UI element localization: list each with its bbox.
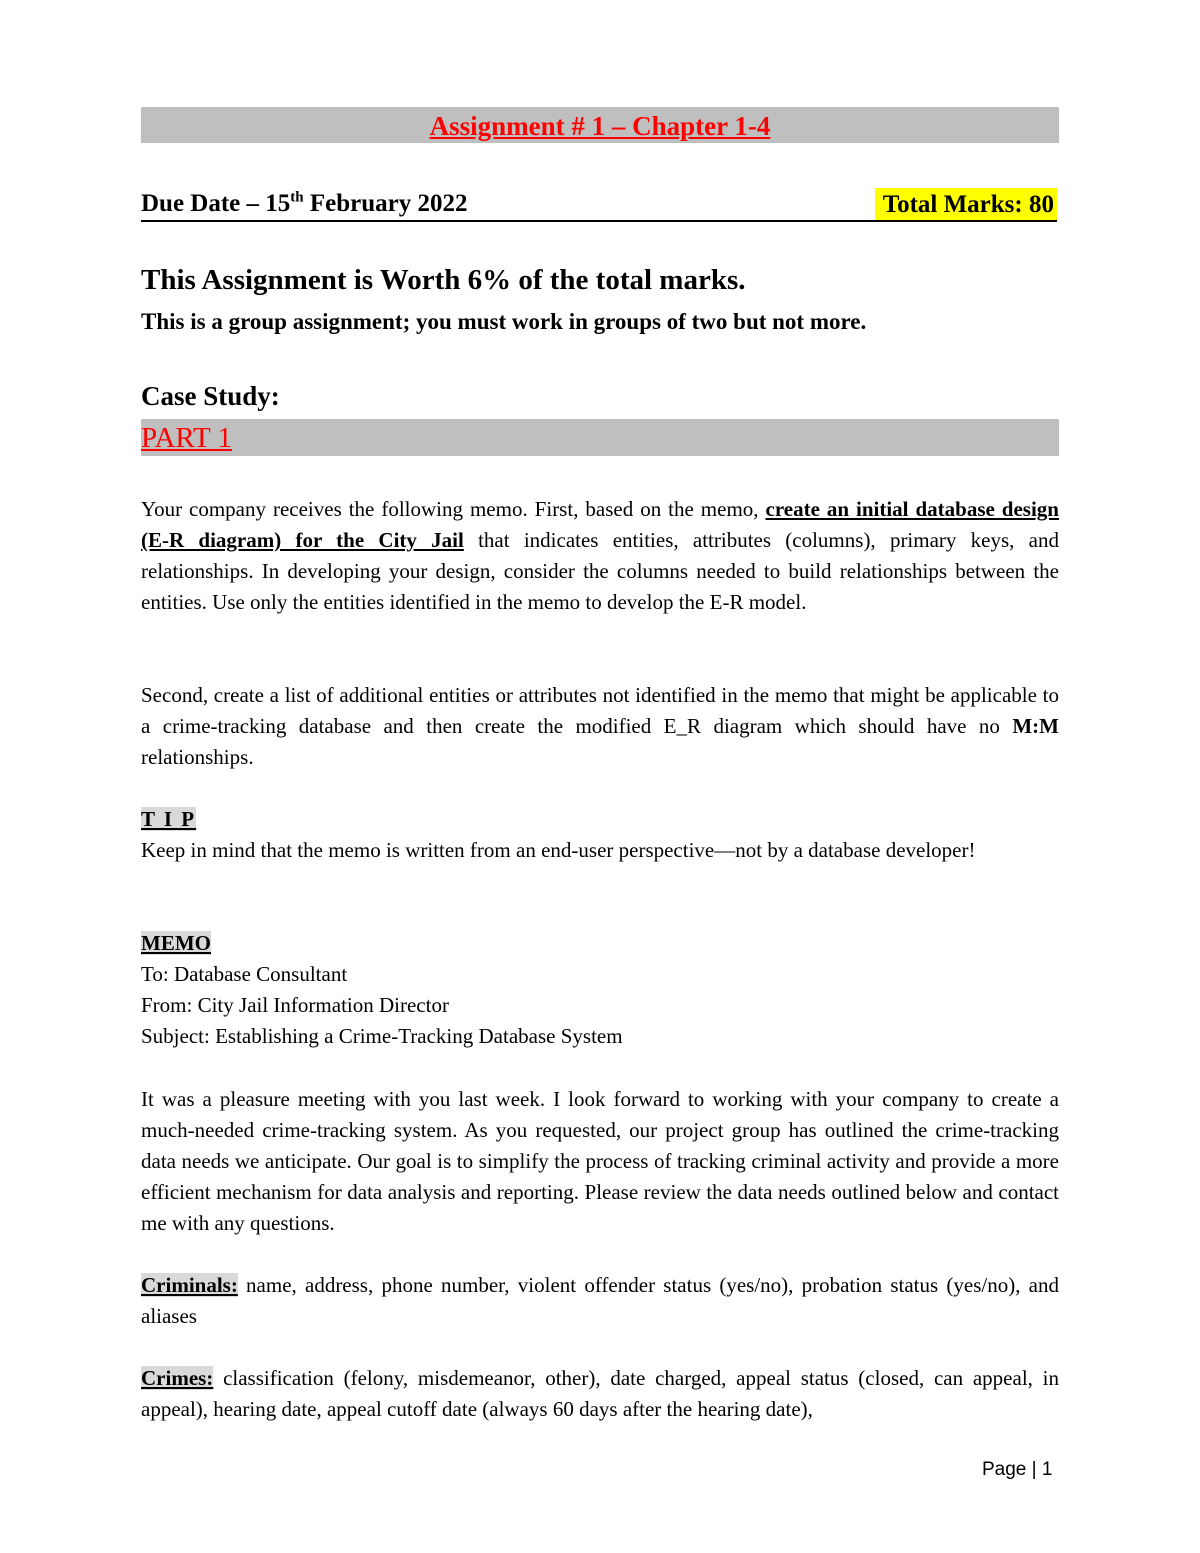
criminals-paragraph: Criminals: name, address, phone number, violent offender status (yes/no), probation status (yes/no), and aliases bbox=[141, 1273, 1059, 1328]
group-note: This is a group assignment; you must work in groups of two but not more. bbox=[141, 309, 867, 334]
memo-to: To: Database Consultant bbox=[141, 962, 348, 986]
criminals-label: Criminals: bbox=[141, 1273, 238, 1297]
mm-term: M:M bbox=[1012, 714, 1059, 738]
er-diagram-emphasis: create an initial database design (E-R diagram) for the City Jail bbox=[141, 497, 1059, 552]
due-date: Due Date – 15th February 2022 bbox=[141, 189, 468, 217]
second-paragraph: Second, create a list of additional entities or attributes not identified in the memo that might be applicable to a crime-tracking database and then create the modified E_R diagram which should have no M:M relationships. bbox=[141, 683, 1059, 769]
memo-from: From: City Jail Information Director bbox=[141, 993, 449, 1017]
page-number: Page | 1 bbox=[982, 1459, 1053, 1480]
crimes-label: Crimes: bbox=[141, 1366, 214, 1390]
intro-paragraph: Your company receives the following memo. First, based on the memo, create an initial database design (E-R diagram) for the City Jail that indicates entities, attributes (columns), primary keys, and relationships. In developing your design, consider the columns needed to build relationships between the entities. Use only the entities identified in the memo to develop the E-R model. bbox=[141, 497, 1059, 614]
memo-label: MEMO bbox=[141, 931, 211, 955]
title-bar bbox=[141, 107, 1059, 143]
memo-subject: Subject: Establishing a Crime-Tracking Database System bbox=[141, 1024, 623, 1048]
part-bar bbox=[141, 419, 1059, 456]
memo-body: It was a pleasure meeting with you last week. I look forward to working with your company to create a much-needed crime-tracking system. As you requested, our project group has outlined the crime-tracking data needs we anticipate. Our goal is to simplify the process of tracking criminal activity and provide a more efficient mechanism for data analysis and reporting. Please review the data needs outlined below and contact me with any questions. bbox=[141, 1087, 1059, 1235]
total-marks: Total Marks: 80 bbox=[875, 188, 1057, 220]
memo-header bbox=[141, 928, 1059, 1052]
tip-label: T I P bbox=[141, 807, 197, 831]
case-study-heading: Case Study: bbox=[141, 381, 280, 411]
tip-text: Keep in mind that the memo is written from an end-user perspective—not by a database developer! bbox=[141, 838, 976, 862]
part-label: PART 1 bbox=[141, 422, 232, 454]
due-date-row bbox=[141, 186, 1057, 222]
tip-section bbox=[141, 804, 1059, 866]
assignment-title: Assignment # 1 – Chapter 1-4 bbox=[429, 111, 771, 141]
worth-heading: This Assignment is Worth 6% of the total marks. bbox=[141, 264, 746, 296]
crimes-paragraph: Crimes: classification (felony, misdemeanor, other), date charged, appeal status (closed, can appeal, in appeal), hearing date, appeal cutoff date (always 60 days after the hearing date), bbox=[141, 1366, 1059, 1421]
